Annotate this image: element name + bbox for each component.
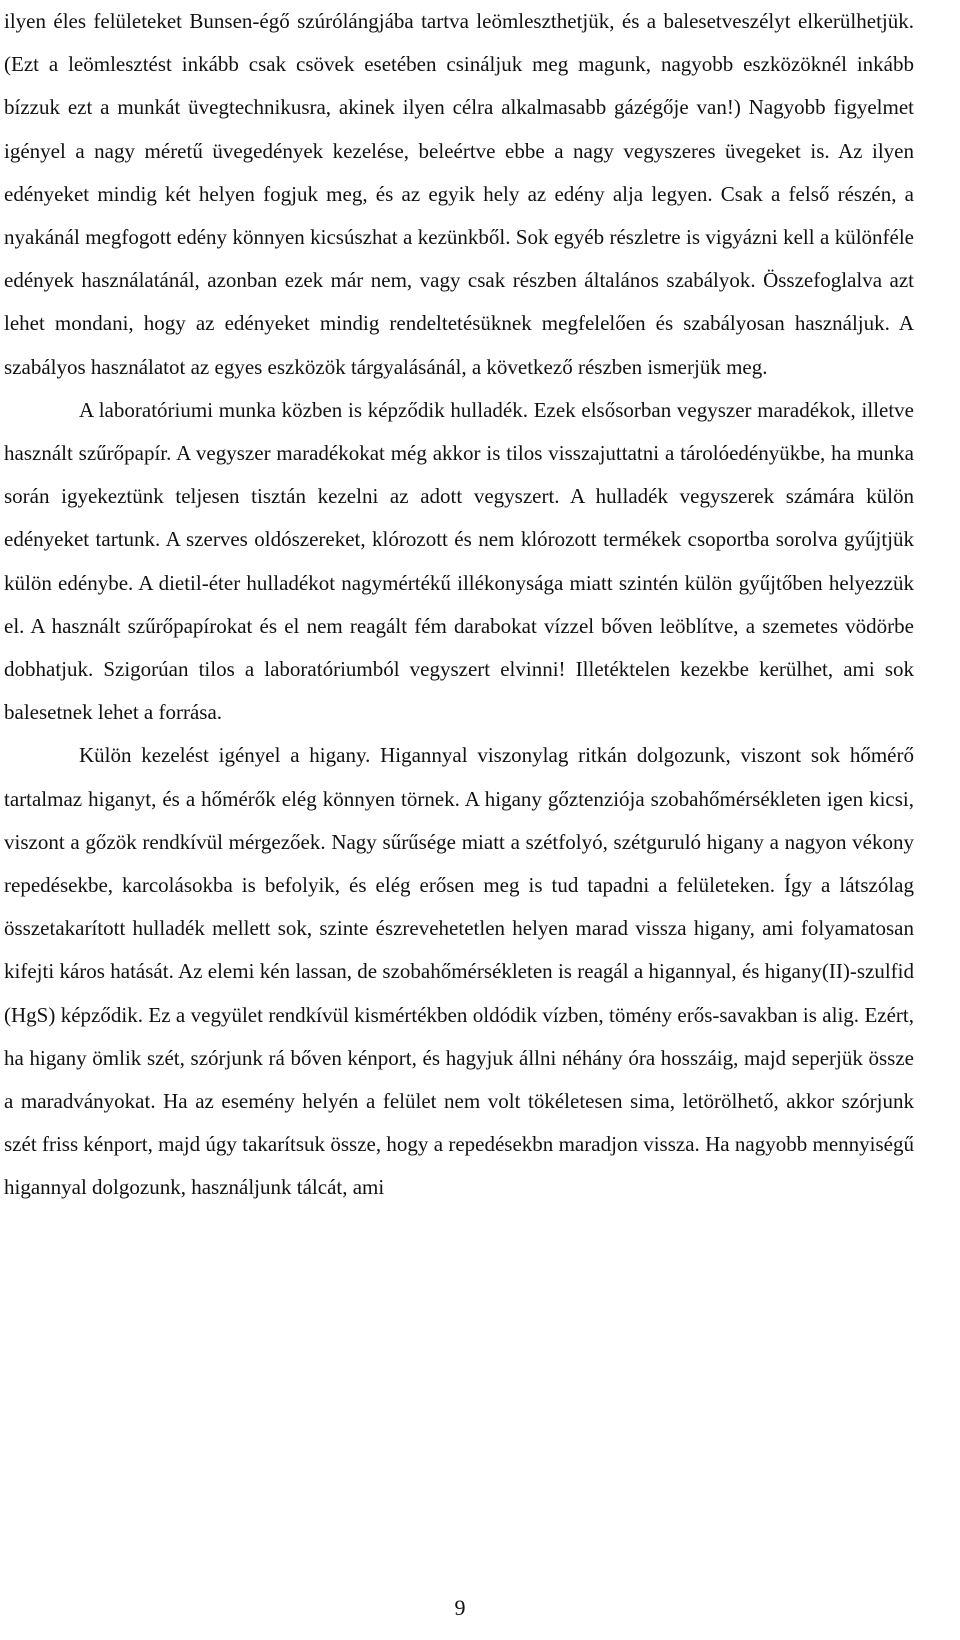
paragraph-2: A laboratóriumi munka közben is képződik hulladék. Ezek elsősorban vegyszer maradékok, illetve használt szűrőpapír. A vegyszer maradékokat még akkor is tilos visszajuttatni a tárolóedényükbe, ha munka során igyekeztünk teljesen tisztán kezelni az adott vegyszert. A hulladék vegyszerek számára külön edényeket tartunk. A szerves oldószereket, klórozott és nem klórozott termékek csoportba sorolva gyűjtjük külön edénybe. A dietil-éter hulladékot nagymértékű illékonysága miatt szintén külön gyűjtőben helyezzük el. A használt szűrőpapírokat és el nem reagált fém darabokat vízzel bőven leöblítve, a szemetes vödörbe dobhatjuk. Szigorúan tilos a laboratóriumból vegyszert elvinni! Illetéktelen kezekbe kerülhet, ami sok balesetnek lehet a forrása.: [4, 397, 914, 725]
page-number: 9: [454, 1595, 466, 1620]
paragraph-1: ilyen éles felületeket Bunsen-égő szúrólángjába tartva leömleszthetjük, és a balesetveszélyt elkerülhetjük. (Ezt a leömlesztést inkább csak csövek esetében csináljuk meg magunk, nagyobb eszközöknél inkább bízzuk ezt a munkát üvegtechnikusra, akinek ilyen célra alkalmasabb gázégője van!) Nagyobb figyelmet igényel a nagy méretű üvegedények kezelése, beleértve ebbe a nagy vegyszeres üvegeket is. Az ilyen edényeket mindig két helyen fogjuk meg, és az egyik hely az edény alja legyen. Csak a felső részén, a nyakánál megfogott edény könnyen kicsúszhat a kezünkből. Sok egyéb részletre is vigyázni kell a különféle edények használatánál, azonban ezek már nem, vagy csak részben általános szabályok. Összefoglalva azt lehet mondani, hogy az edényeket mindig rendeltetésüknek megfelelően és szabályosan használjuk. A szabályos használatot az egyes eszközök tárgyalásánál, a következő részben ismerjük meg.: [4, 9, 914, 379]
document-page: [4, 0, 914, 1640]
paragraph-3: Külön kezelést igényel a higany. Higannyal viszonylag ritkán dolgozunk, viszont sok hőmérő tartalmaz higanyt, és a hőmérők elég könnyen törnek. A higany gőztenziója szobahőmérsékleten igen kicsi, viszont a gőzök rendkívül mérgezőek. Nagy sűrűsége miatt a szétfolyó, szétguruló higany a nagyon vékony repedésekbe, karcolásokba is befolyik, és elég erősen meg is tud tapadni a felületeken. Így a látszólag összetakarított hulladék mellett sok, szinte észrevehetetlen helyen marad vissza higany, ami folyamatosan kifejti káros hatását. Az elemi kén lassan, de szobahőmérsékleten is reagál a higannyal, és higany(II)-szulfid (HgS) képződik. Ez a vegyület rendkívül kismértékben oldódik vízben, tömény erős-savakban is alig. Ezért, ha higany ömlik szét, szórjunk rá bőven kénport, és hagyjuk állni néhány óra hosszáig, majd seperjük össze a maradványokat. Ha az esemény helyén a felület nem volt tökéletesen sima, letörölhető, akkor szórjunk szét friss kénport, majd úgy takarítsuk össze, hogy a repedésekbn maradjon vissza. Ha nagyobb mennyiségű higannyal dolgozunk, használjunk tálcát, ami: [4, 743, 914, 1200]
